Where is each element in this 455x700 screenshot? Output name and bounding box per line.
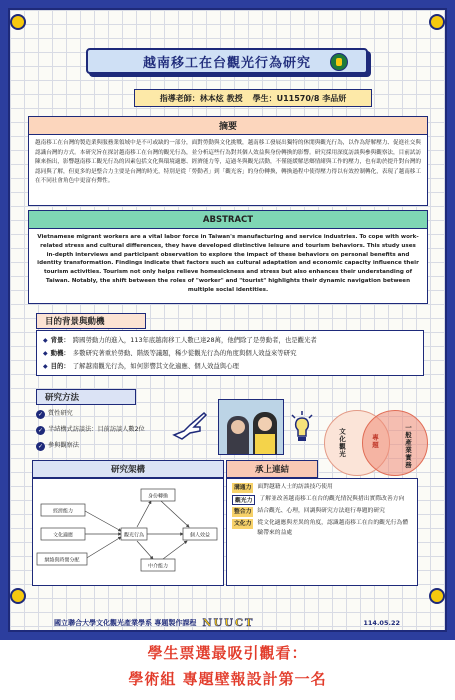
- method-text: 參與觀察法: [48, 442, 79, 449]
- abstract-zh-card: [28, 116, 428, 206]
- check-icon: ✓: [37, 426, 44, 434]
- svg-text:個人效益: 個人效益: [189, 532, 211, 539]
- diamond-bullet-icon: ◆: [43, 350, 48, 357]
- advisor-text: 指導老師：林本炫 教授: [159, 93, 243, 103]
- list-item: [36, 438, 156, 454]
- footer-mark: NUUCT: [202, 617, 255, 629]
- arch-node: [41, 504, 85, 516]
- corner-dot-icon: [10, 14, 26, 30]
- motive-key: 目的：: [50, 362, 70, 370]
- venn-label-left: 文化觀光: [338, 428, 346, 458]
- list-item: [232, 483, 412, 493]
- check-icon: ✓: [37, 410, 44, 418]
- arch-node: [37, 553, 87, 565]
- arch-node: [141, 559, 175, 571]
- student-text: 學生：U11570/8 李品妍: [252, 93, 347, 103]
- list-item: [36, 422, 156, 438]
- venn-label-right: 一般產業實務: [404, 424, 412, 469]
- poster-title: 越南移工在台觀光行為研究: [86, 48, 368, 74]
- corner-dot-icon: [10, 588, 26, 604]
- motive-key: 動機：: [50, 349, 70, 357]
- link-key: 觀光力: [232, 495, 255, 505]
- poster-footer: [54, 616, 400, 630]
- footer-school: 國立聯合大學文化觀光產業學系 專題製作課程: [54, 619, 197, 627]
- diamond-bullet-icon: ◆: [43, 337, 48, 344]
- link-text: 了解並改善越南移工在台的觀光情況與措出實際改善方向: [259, 496, 405, 502]
- link-key: 溝通力: [234, 485, 252, 491]
- arch-node: [183, 528, 217, 540]
- list-item: [43, 360, 417, 373]
- svg-text:經濟能力: 經濟能力: [52, 508, 74, 515]
- motive-text: 了解越南觀光行為，如何影響其文化適應、個人效益與心理: [72, 362, 239, 370]
- svg-text:文化適應: 文化適應: [52, 532, 74, 539]
- check-icon: ✓: [37, 442, 44, 450]
- link-section: [226, 478, 418, 586]
- list-item: [36, 406, 156, 422]
- list-item: [43, 347, 417, 360]
- diamond-bullet-icon: ◆: [43, 363, 48, 370]
- abstract-en-text: Vietnamese migrant workers are a vital labor force in Taiwan's manufacturing and service industries. To cope with work-related stress and cultural differences, they have developed distinctive leisure and tourism behaviors. This study uses in-depth interviews and participant observation to explore the impact of these behaviors on personal benefits and identity transformation. Findings indicate that factors such as cultural adaptation and economic capacity influence their tourism activities. Tourism not only helps relieve homesickness and stress but also enhances their understanding of Taiwan. Notably, the shift between the roles of "worker" and "tourist" highlights their dynamic navigation between multiple social identities.: [37, 234, 419, 293]
- corner-dot-icon: [429, 588, 445, 604]
- method-section: [32, 404, 160, 458]
- abstract-en-card: [28, 210, 428, 304]
- award-line-2: 學術組 專題壁報設計第一名: [128, 670, 327, 688]
- architecture-svg: [33, 479, 222, 584]
- method-heading: 研究方法: [36, 389, 136, 405]
- link-heading: 承上連結: [226, 460, 318, 478]
- link-text: 面對越籍人士的訪談技巧使用: [257, 484, 333, 490]
- lightbulb-icon: [289, 410, 315, 444]
- svg-text:身份轉換: 身份轉換: [147, 493, 169, 500]
- list-item: [232, 495, 412, 505]
- abstract-zh-heading: 摘要: [29, 117, 427, 135]
- author-bar: [134, 89, 372, 107]
- svg-text:網絡與時間分配: 網絡與時間分配: [44, 557, 80, 564]
- architecture-diagram: [32, 478, 224, 586]
- motive-heading: 目的背景與動機: [36, 313, 146, 329]
- hand-pointer-icon: [170, 405, 210, 445]
- interview-photo: [218, 399, 284, 455]
- method-text: 半結構式訪談法：目前訪談人數2位: [48, 426, 145, 433]
- venn-diagram: [324, 406, 436, 486]
- arch-node: [121, 528, 147, 540]
- motive-text: 跨國勞動力的進入，113年底越南移工人數已達28萬，他們除了是勞動者，也是觀光者: [72, 336, 317, 344]
- method-text: 質性研究: [48, 410, 73, 417]
- award-caption: [0, 640, 455, 700]
- school-logo-icon: [330, 53, 348, 71]
- list-item: [232, 507, 412, 517]
- award-line-1: 學生票選最吸引觀看：: [147, 644, 308, 662]
- list-item: [43, 334, 417, 347]
- link-text: 結合觀光、心理，回調與研究方法進行專題的研究: [257, 508, 385, 514]
- motive-key: 背景：: [50, 336, 70, 344]
- footer-date: 114.05.22: [363, 619, 400, 627]
- link-text: 從文化適應與差異的角度，認識越南移工在台的觀光行為體驗帶來的益處: [257, 520, 409, 536]
- abstract-en-heading: ABSTRACT: [29, 211, 427, 229]
- architecture-heading: 研究架構: [32, 460, 224, 478]
- abstract-zh-text: 越南移工在台灣的製造業與服務業領域中是不可或缺的一部分，面對勞動與文化挑戰，越南移工發展出獨特的休閒與觀光行為，以作為舒解壓力、促進社交與認識台灣的方式。本研究旨在探討越南移工在台灣的觀光行為，並分析這些行為對其個人效益與身份轉換的影響。研究採用深度訪談與參與觀察法，目前試訪陳來指出，影響越南移工觀光行為的因素包括文化與環境適應、經濟能力等，這過冬與觀光活動，不僅能緩解思鄉情緒與工作的壓力，也有助於提升對台灣的認同與了解，但更多的是整合力主要是台灣的時光，特別是從「勞動者」到「觀光客」的身份轉換，轉換過程中使得壓力得以有效控制轉化，表現了越南移工在不同社會角色中更富有彈性。: [35, 140, 421, 184]
- svg-text:中介能力: 中介能力: [147, 563, 169, 570]
- venn-label-center: 專題: [371, 434, 379, 449]
- motive-section: [36, 330, 424, 376]
- link-key: 整合力: [234, 509, 252, 515]
- corner-dot-icon: [429, 14, 445, 30]
- arch-node: [41, 528, 85, 540]
- arch-node: [141, 489, 175, 501]
- svg-text:觀光行為: 觀光行為: [123, 532, 145, 539]
- link-key: 文化力: [234, 521, 252, 527]
- list-item: [232, 519, 412, 538]
- motive-text: 多數研究著重於勞動、階級等議題，稀少從觀光行為的角度與個人效益來等研究: [72, 349, 297, 357]
